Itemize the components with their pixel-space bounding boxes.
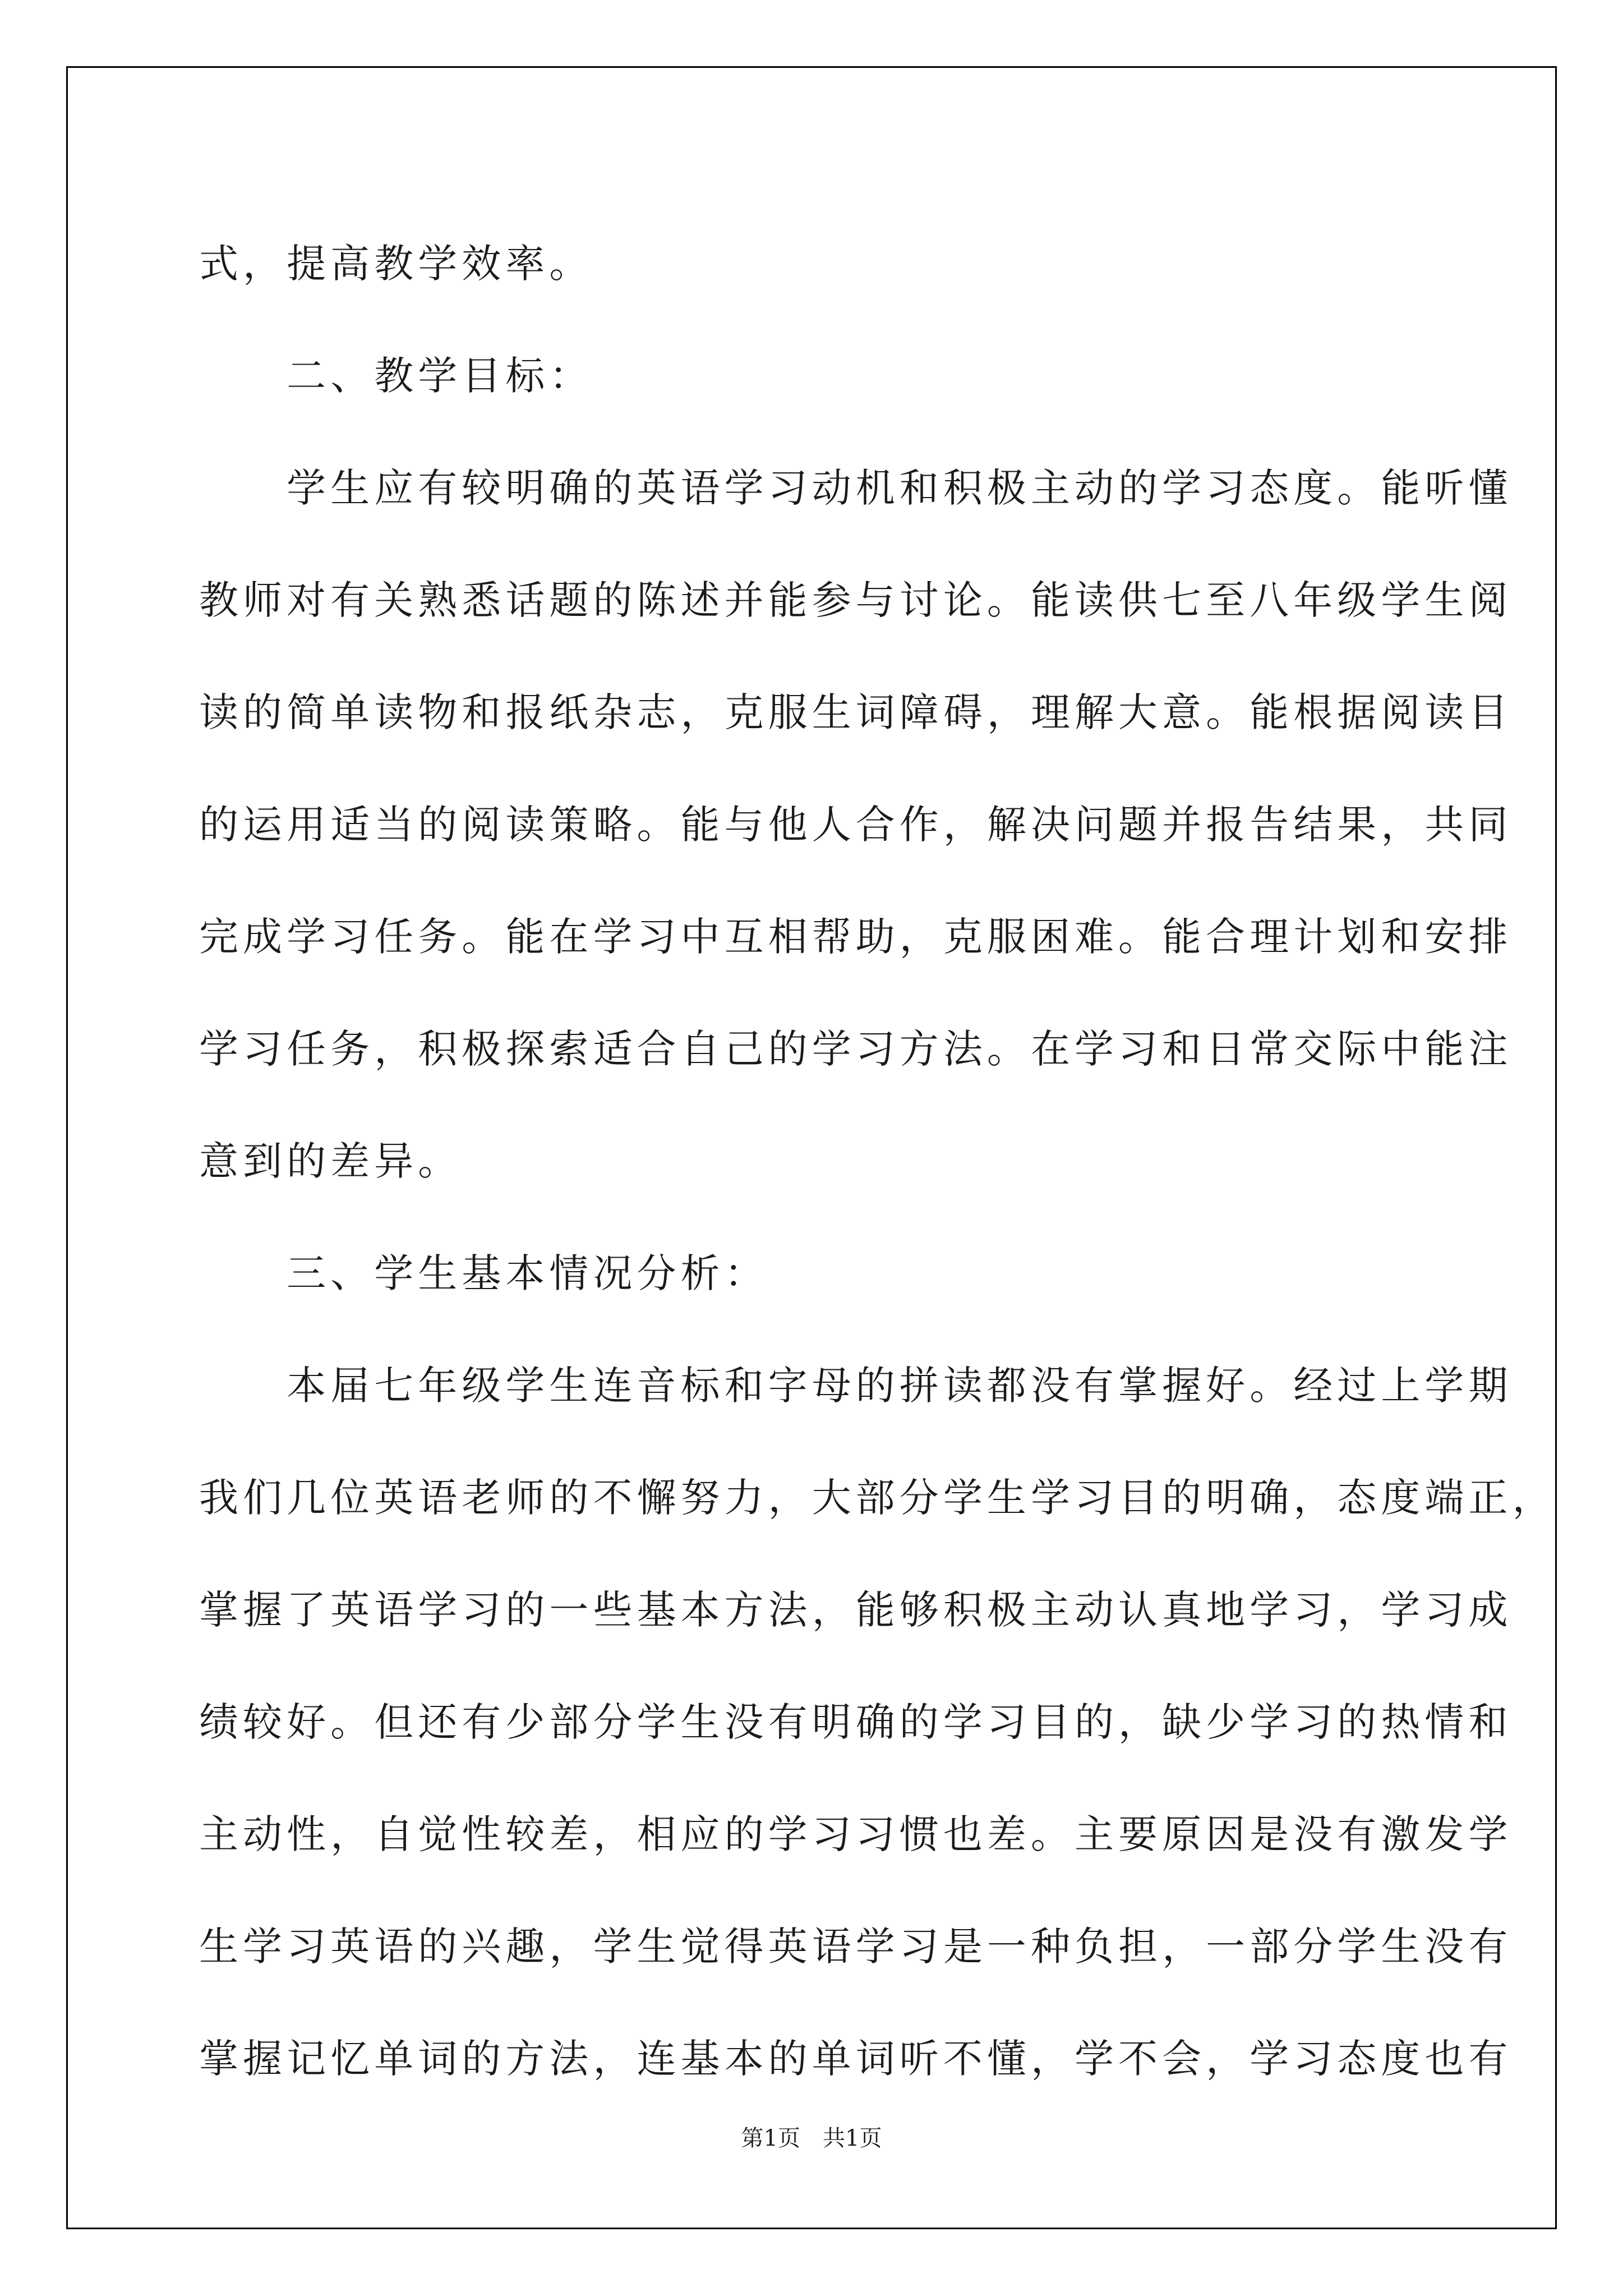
text-line: 式，提高教学效率。 bbox=[199, 241, 593, 287]
text-line: 我们几位英语老师的不懈努力，大部分学生学习目的明确，态度端正， bbox=[199, 1475, 1556, 1521]
text-line: 的运用适当的阅读策略。能与他人合作，解决问题并报告结果，共同 bbox=[199, 802, 1513, 848]
text-line: 掌握了英语学习的一些基本方法，能够积极主动认真地学习，学习成 bbox=[199, 1587, 1513, 1633]
text-line: 读的简单读物和报纸杂志，克服生词障碍，理解大意。能根据阅读目 bbox=[199, 689, 1513, 735]
text-line: 主动性，自觉性较差，相应的学习习惯也差。主要原因是没有激发学 bbox=[199, 1811, 1513, 1857]
text-line: 完成学习任务。能在学习中互相帮助，克服困难。能合理计划和安排 bbox=[199, 914, 1513, 960]
text-line: 学生应有较明确的英语学习动机和积极主动的学习态度。能听懂 bbox=[199, 465, 1513, 511]
document-body bbox=[199, 208, 1556, 2115]
text-line: 教师对有关熟悉话题的陈述并能参与讨论。能读供七至八年级学生阅 bbox=[199, 577, 1513, 623]
text-line: 意到的差异。 bbox=[199, 1138, 462, 1184]
section-heading-objectives: 二、教学目标： bbox=[199, 353, 593, 399]
text-line: 绩较好。但还有少部分学生没有明确的学习目的，缺少学习的热情和 bbox=[199, 1699, 1513, 1745]
page-number-footer: 第1页 共1页 bbox=[741, 2125, 882, 2151]
text-line: 生学习英语的兴趣，学生觉得英语学习是一种负担，一部分学生没有 bbox=[199, 1924, 1513, 1970]
text-line: 学习任务，积极探索适合自己的学习方法。在学习和日常交际中能注 bbox=[199, 1026, 1513, 1072]
section-heading-student-analysis: 三、学生基本情况分析： bbox=[199, 1250, 768, 1296]
text-line: 本届七年级学生连音标和字母的拼读都没有掌握好。经过上学期 bbox=[199, 1363, 1513, 1409]
text-line: 掌握记忆单词的方法，连基本的单词听不懂，学不会，学习态度也有 bbox=[199, 2036, 1513, 2082]
